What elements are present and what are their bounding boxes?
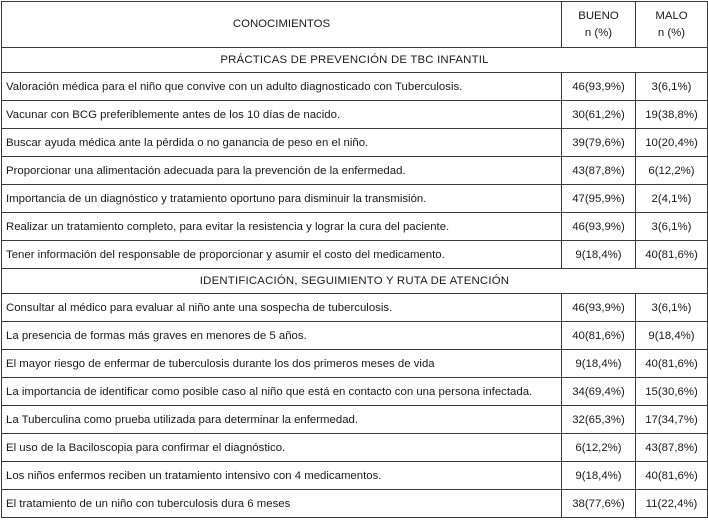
row-knowledge-text: Proporcionar una alimentación adecuada para la prevención de la enfermedad.	[2, 157, 562, 185]
row-knowledge-text: Importancia de un diagnóstico y tratamiento oportuno para disminuir la transmisión.	[2, 185, 562, 213]
row-knowledge-text: El mayor riesgo de enfermar de tuberculosis durante los dos primeros meses de vida	[2, 350, 562, 378]
row-bueno-value: 9(18,4%)	[562, 241, 636, 269]
row-bueno-value: 30(61,2%)	[562, 101, 636, 129]
header-bueno	[562, 2, 636, 48]
row-knowledge-text: Los niños enfermos reciben un tratamiento intensivo con 4 medicamentos.	[2, 462, 562, 490]
row-knowledge-text: Tener información del responsable de proporcionar y asumir el costo del medicamento.	[2, 241, 562, 269]
row-bueno-value: 9(18,4%)	[562, 350, 636, 378]
row-bueno-value: 34(69,4%)	[562, 378, 636, 406]
row-malo-value: 3(6,1%)	[636, 213, 708, 241]
table-row	[2, 129, 708, 157]
row-malo-value: 40(81,6%)	[636, 350, 708, 378]
row-bueno-value: 46(93,9%)	[562, 213, 636, 241]
row-bueno-value: 46(93,9%)	[562, 73, 636, 101]
row-knowledge-text: Vacunar con BCG preferiblemente antes de los 10 días de nacido.	[2, 101, 562, 129]
row-knowledge-text: Realizar un tratamiento completo, para evitar la resistencia y lograr la cura del paciente.	[2, 213, 562, 241]
section-header-row	[2, 269, 708, 294]
row-knowledge-text: El tratamiento de un niño con tuberculosis dura 6 meses	[2, 490, 562, 518]
row-malo-value: 17(34,7%)	[636, 406, 708, 434]
table-row	[2, 73, 708, 101]
table-row	[2, 213, 708, 241]
row-malo-value: 19(38,8%)	[636, 101, 708, 129]
row-bueno-value: 40(81,6%)	[562, 322, 636, 350]
header-malo-label: MALO	[655, 9, 688, 22]
row-malo-value: 2(4,1%)	[636, 185, 708, 213]
header-conocimientos	[2, 2, 562, 48]
row-malo-value: 11(22,4%)	[636, 490, 708, 518]
row-malo-value: 9(18,4%)	[636, 322, 708, 350]
table-row	[2, 490, 708, 518]
knowledge-table-page	[1, 1, 707, 527]
header-bueno-unit: n (%)	[584, 26, 613, 39]
row-bueno-value: 43(87,8%)	[562, 157, 636, 185]
row-malo-value: 3(6,1%)	[636, 73, 708, 101]
table-row	[2, 185, 708, 213]
row-knowledge-text: El uso de la Baciloscopia para confirmar el diagnóstico.	[2, 434, 562, 462]
row-malo-value: 15(30,6%)	[636, 378, 708, 406]
header-malo-unit: n (%)	[657, 26, 686, 39]
header-malo	[636, 2, 708, 48]
table-row	[2, 157, 708, 185]
row-knowledge-text: Consultar al médico para evaluar al niño ante una sospecha de tuberculosis.	[2, 294, 562, 322]
table-row	[2, 294, 708, 322]
row-malo-value: 6(12,2%)	[636, 157, 708, 185]
row-malo-value: 3(6,1%)	[636, 294, 708, 322]
table-row	[2, 322, 708, 350]
table-row	[2, 462, 708, 490]
row-bueno-value: 46(93,9%)	[562, 294, 636, 322]
table-row	[2, 241, 708, 269]
row-bueno-value: 6(12,2%)	[562, 434, 636, 462]
section-title: IDENTIFICACIÓN, SEGUIMIENTO Y RUTA DE ATENCIÓN	[2, 269, 708, 294]
table-row	[2, 406, 708, 434]
table-row	[2, 378, 708, 406]
header-conocimientos-label: CONOCIMIENTOS	[232, 18, 331, 30]
row-bueno-value: 9(18,4%)	[562, 462, 636, 490]
section-header-row	[2, 48, 708, 73]
row-knowledge-text: La importancia de identificar como posible caso al niño que está en contacto con una persona infectada.	[2, 378, 562, 406]
row-knowledge-text: La Tuberculina como prueba utilizada para determinar la enfermedad.	[2, 406, 562, 434]
row-bueno-value: 47(95,9%)	[562, 185, 636, 213]
section-title: PRÁCTICAS DE PREVENCIÓN DE TBC INFANTIL	[2, 48, 708, 73]
row-malo-value: 40(81,6%)	[636, 241, 708, 269]
row-bueno-value: 32(65,3%)	[562, 406, 636, 434]
row-knowledge-text: Valoración médica para el niño que convive con un adulto diagnosticado con Tuberculosis.	[2, 73, 562, 101]
row-bueno-value: 38(77,6%)	[562, 490, 636, 518]
row-knowledge-text: La presencia de formas más graves en menores de 5 años.	[2, 322, 562, 350]
header-bueno-label: BUENO	[578, 9, 619, 22]
knowledge-table	[1, 1, 708, 518]
table-row	[2, 434, 708, 462]
row-malo-value: 43(87,8%)	[636, 434, 708, 462]
row-bueno-value: 39(79,6%)	[562, 129, 636, 157]
table-row	[2, 350, 708, 378]
row-malo-value: 40(81,6%)	[636, 462, 708, 490]
table-row	[2, 101, 708, 129]
row-knowledge-text: Buscar ayuda médica ante la pérdida o no ganancia de peso en el niño.	[2, 129, 562, 157]
table-body	[2, 2, 708, 518]
header-row	[2, 2, 708, 48]
row-malo-value: 10(20,4%)	[636, 129, 708, 157]
